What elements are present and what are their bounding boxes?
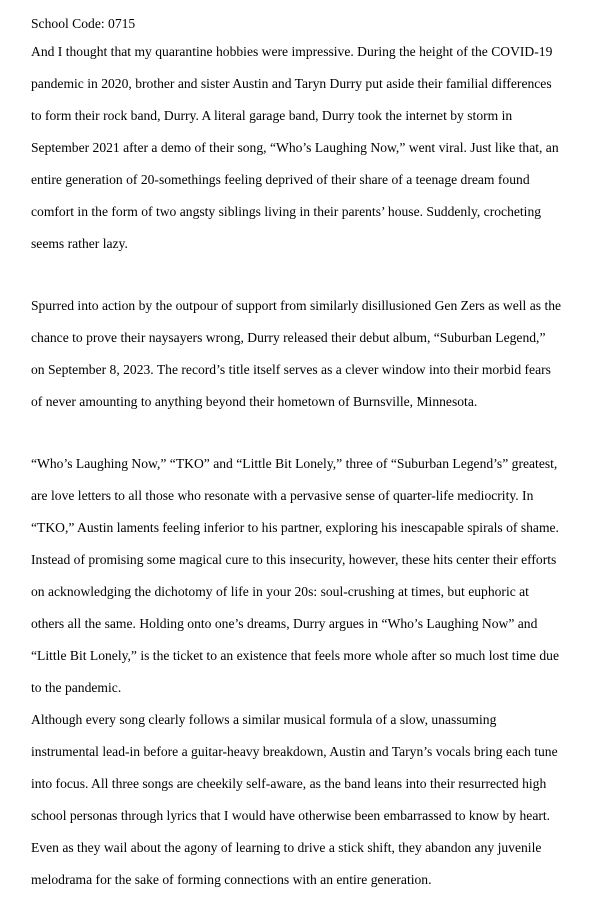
text-line: to the pandemic. (31, 680, 122, 695)
text-line: And I thought that my quarantine hobbies were impressive. During the height of the COVID-19 (31, 44, 553, 59)
paragraph-gap (31, 260, 572, 290)
school-code: School Code: 0715 (31, 16, 136, 31)
text-line: Instead of promising some magical cure to this insecurity, however, these hits center their efforts (31, 552, 557, 567)
text-line: Even as they wail about the agony of learning to drive a stick shift, they abandon any juvenile (31, 840, 542, 855)
text-line: school personas through lyrics that I would have otherwise been embarrassed to know by heart. (31, 808, 551, 823)
text-line: “Little Bit Lonely,” is the ticket to an existence that feels more whole after so much lost time due (31, 648, 559, 663)
text-line: others all the same. Holding onto one’s dreams, Durry argues in “Who’s Laughing Now” and (31, 616, 538, 631)
paragraph-gap (31, 418, 572, 448)
text-line: Although every song clearly follows a similar musical formula of a slow, unassuming (31, 712, 497, 727)
text-line: entire generation of 20-somethings feeling deprived of their share of a teenage dream found (31, 172, 530, 187)
paragraph-3 (31, 448, 572, 704)
paragraph-4 (31, 704, 572, 896)
paragraph-2 (31, 290, 572, 418)
text-line: seems rather lazy. (31, 236, 128, 251)
text-line: instrumental lead-in before a guitar-heavy breakdown, Austin and Taryn’s vocals bring each tune (31, 744, 558, 759)
paragraph-1 (31, 36, 572, 260)
text-line: comfort in the form of two angsty siblings living in their parents’ house. Suddenly, crocheting (31, 204, 542, 219)
text-line: September 2021 after a demo of their song, “Who’s Laughing Now,” went viral. Just like that, an (31, 140, 559, 155)
text-line: on September 8, 2023. The record’s title itself serves as a clever window into their morbid fears (31, 362, 551, 377)
text-line: Spurred into action by the outpour of support from similarly disillusioned Gen Zers as well as the (31, 298, 562, 313)
text-line: into focus. All three songs are cheekily self-aware, as the band leans into their resurrected high (31, 776, 547, 791)
text-line: “Who’s Laughing Now,” “TKO” and “Little Bit Lonely,” three of “Suburban Legend’s” greatest, (31, 456, 558, 471)
text-line: are love letters to all those who resonate with a pervasive sense of quarter-life mediocrity. In (31, 488, 534, 503)
text-line: to form their rock band, Durry. A literal garage band, Durry took the internet by storm in (31, 108, 513, 123)
text-line: of never amounting to anything beyond their hometown of Burnsville, Minnesota. (31, 394, 478, 409)
text-line: pandemic in 2020, brother and sister Austin and Taryn Durry put aside their familial differences (31, 76, 552, 91)
text-line: melodrama for the sake of forming connections with an entire generation. (31, 872, 432, 887)
text-line: chance to prove their naysayers wrong, Durry released their debut album, “Suburban Legend,” (31, 330, 546, 345)
text-line: “TKO,” Austin laments feeling inferior to his partner, exploring his inescapable spirals of shame. (31, 520, 559, 535)
text-line: on acknowledging the dichotomy of life in your 20s: soul-crushing at times, but euphoric at (31, 584, 529, 599)
